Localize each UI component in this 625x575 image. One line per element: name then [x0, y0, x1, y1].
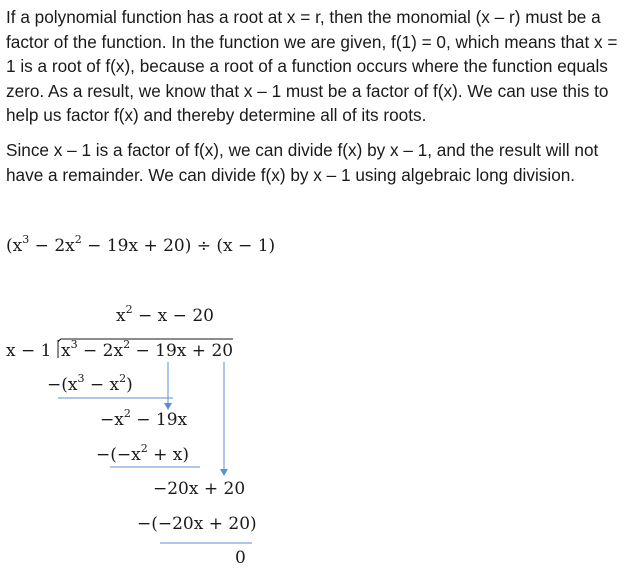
quotient: $x^2 - x - 20$ — [116, 302, 214, 326]
subtraction-step-1: $-(x^3 - x^2)$ — [47, 371, 133, 395]
explanation-paragraph-1: If a polynomial function has a root at x = r, then the monomial (x – r) must be a factor of the function. In the function we are given, f(1) = 0, which means that x = 1 is a root of f(x), because a root of a function occurs where the function equals zero. As a result, we know that x – 1 must be a factor of f(x). We can use this to help us factor f(x) and thereby determine all of its roots. — [6, 7, 618, 126]
subtraction-step-2: $-(-x^2 + x)$ — [96, 441, 190, 465]
arrow-1-head — [164, 403, 172, 410]
divisor: x − 1 — [6, 341, 52, 361]
arrow-2-head — [220, 469, 228, 476]
explanation-paragraph-2: Since x – 1 is a factor of f(x), we can divide f(x) by x – 1, and the result will not have a remainder. We can divide f(x) by x – 1 using algebraic long division. — [6, 140, 599, 185]
partial-result-2: −20x + 20 — [153, 479, 246, 499]
subtraction-step-3: −(−20x + 20) — [137, 514, 257, 534]
partial-result-1: $-x^2 - 19x$ — [100, 406, 188, 430]
dividend: $x^3 - 2x^2 - 19x + 20$ — [61, 337, 234, 361]
division-expression: $(x^3 - 2x^2 - 19x + 20) \div (x - 1)$ — [6, 232, 276, 256]
remainder: 0 — [235, 548, 246, 568]
